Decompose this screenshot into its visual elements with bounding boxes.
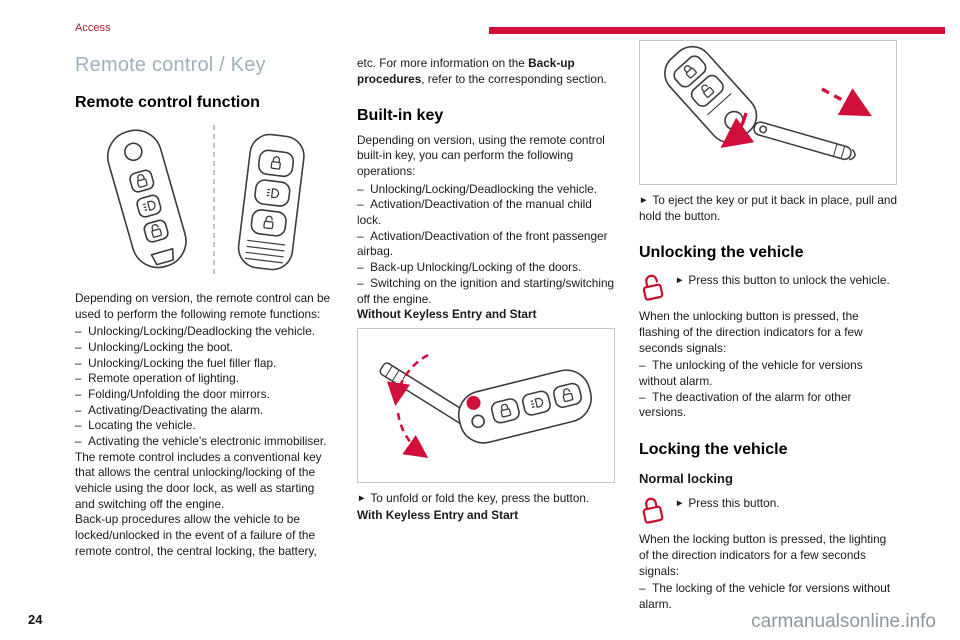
heading-built-in-key: Built-in key	[357, 107, 444, 125]
lock-button-row	[639, 493, 897, 530]
body-text: When the locking button is pressed, the lighting of the direction indicators for a few seconds signals:	[639, 532, 887, 578]
unlock-button-row	[639, 270, 897, 307]
list-item: – The deactivation of the alarm for other versions.	[639, 390, 897, 421]
closed-padlock-icon	[639, 494, 665, 530]
list-item: – Unlocking/Locking the boot.	[75, 340, 333, 356]
body-text: Depending on version, the remote control can be used to perform the following remote functions:	[75, 290, 331, 321]
key-eject-illustration	[640, 41, 896, 184]
open-padlock-icon	[639, 271, 665, 307]
list-item: – Activating/Deactivating the alarm.	[75, 403, 333, 419]
watermark: carmanualsonline.info	[751, 611, 936, 632]
list-item: – Back-up Unlocking/Locking of the doors.	[357, 260, 615, 276]
header-rule	[489, 27, 945, 34]
heading-remote-control-function: Remote control function	[75, 93, 260, 111]
eject-instruction: ► To eject the key or put it back in place, pull and hold the button.	[639, 193, 898, 223]
list-item: – Activation/Deactivation of the front passenger airbag.	[357, 229, 615, 260]
intro-bold: Back-up procedures	[357, 56, 575, 86]
body-text: Depending on version, using the remote control built-in key, you can perform the following operations:	[357, 132, 605, 179]
body-text	[357, 56, 615, 87]
figure-remote-controls	[75, 119, 333, 283]
body-text: The remote control includes a conventional key that allows the central unlocking/locking of the vehicle using the door lock, as well as starting and switching off the engine.	[75, 449, 322, 511]
list-item: – Activating the vehicle's electronic immobiliser.	[75, 434, 333, 450]
triangle-pointer-icon: ►	[675, 497, 685, 509]
eject-arrow	[822, 89, 866, 113]
intro-post: , refer to the corresponding section.	[421, 71, 607, 86]
triangle-pointer-icon: ►	[675, 274, 685, 286]
column-1	[75, 52, 333, 560]
unlock-instruction: ► Press this button to unlock the vehicle.	[675, 272, 890, 287]
with-keyless-label: With Keyless Entry and Start	[357, 507, 519, 522]
remote-functions-list	[75, 324, 333, 450]
list-item: – Unlocking/Locking/Deadlocking the vehicle.	[75, 324, 333, 340]
without-keyless-label: Without Keyless Entry and Start	[357, 307, 537, 322]
list-item: – Remote operation of lighting.	[75, 371, 333, 387]
unfold-instruction: ► To unfold or fold the key, press the button.	[357, 490, 590, 505]
unlock-signals-list	[639, 358, 897, 421]
list-item: – Switching on the ignition and starting/switching off the engine.	[357, 276, 615, 307]
triangle-pointer-icon: ►	[639, 195, 649, 206]
body-text: Back-up procedures allow the vehicle to be locked/unlocked in the event of a failure of the remote control, the central locking, the battery,	[75, 512, 317, 558]
key-unfold-illustration	[358, 329, 614, 482]
list-item: – Folding/Unfolding the door mirrors.	[75, 387, 333, 403]
list-item: – The unlocking of the vehicle for versions without alarm.	[639, 358, 897, 389]
fold-arrow-down	[398, 413, 424, 455]
intro-pre: etc. For more information on the	[357, 56, 529, 70]
subheading-normal-locking: Normal locking	[639, 471, 733, 487]
body-text: When the unlocking button is pressed, the flashing of the direction indicators for a few seconds signals:	[639, 309, 863, 355]
figure-key-unfold	[357, 328, 615, 483]
lock-instruction: ► Press this button.	[675, 495, 780, 510]
chapter-title: Remote control / Key	[75, 54, 266, 76]
column-2	[357, 56, 615, 523]
list-item: – Unlocking/Locking/Deadlocking the vehicle.	[357, 182, 615, 198]
column-3	[639, 40, 897, 613]
heading-locking: Locking the vehicle	[639, 441, 788, 459]
remote-keys-illustration	[75, 119, 333, 283]
heading-unlocking: Unlocking the vehicle	[639, 244, 804, 262]
list-item: – Activation/Deactivation of the manual child lock.	[357, 197, 615, 228]
list-item: – The locking of the vehicle for versions without alarm.	[639, 581, 897, 612]
page-number: 24	[28, 612, 43, 627]
figure-key-eject	[639, 40, 897, 185]
built-in-key-list	[357, 182, 615, 308]
list-item: – Unlocking/Locking the fuel filler flap.	[75, 356, 333, 372]
triangle-pointer-icon: ►	[357, 492, 367, 504]
lock-signals-list	[639, 581, 897, 612]
section-header: Access	[75, 22, 111, 34]
list-item: – Locating the vehicle.	[75, 418, 333, 434]
